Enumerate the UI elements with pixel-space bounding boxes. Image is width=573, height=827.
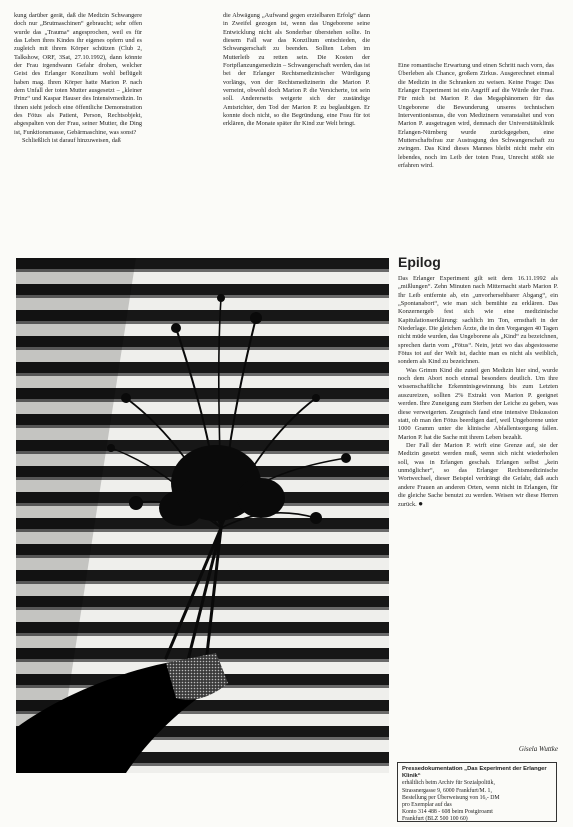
photo-flowers-in-hand [16,258,389,773]
info-box-line: erhältlich beim Archiv für Sozialpolitik, [402,780,495,787]
info-box-title: Pressedokumentation „Das Experiment der Erlanger Klinik“ [402,766,547,780]
info-box-line: Frankfurt (BLZ 500 100 60) [402,816,468,823]
info-box-line: Konto 314 488 - 608 beim Postgiroamt [402,809,493,816]
epilog-paragraph-1: Das Erlanger Experiment gilt seit dem 16.11.1992 als „mißlungen“. Zehn Minuten nach Mitternacht starb Marion P. Ihr Leib entfernte ab, ein „unvorhersehbarer Abgang“, ein „Spontanabort“, wie man sich bemühte zu erklären. Das Konzernergeb fest sich wie eine medizinische Kapitulationserklärung: sachlich im Ton, ernsthaft in der Niederlage. Die gleichen Ärzte, die in den Vorgangen 40 Tagen nicht müde wurden, das Ungeborene als „Kind“ zu bezeichnen, sprechen darin vom „Fötus“. Nein, jetzt wo das abgestossene Fötus tot auf der Welt ist, dachte man es nicht als weiblich, sondern als Kind zu bezeichnen. [398,275,558,366]
column1-paragraph-2: Schließlich ist darauf hinzuweisen, daß [22,137,121,145]
info-box-line: Strassnergasse 9, 6000 Frankfurt/M. 1, [402,787,492,794]
press-documentation-box [397,762,557,822]
epilog-paragraph-3 [398,442,558,510]
author-signature: Gisela Wuttke [518,745,558,753]
epilog-column [398,275,558,731]
column1-paragraph-1: kung darüber gerät, daß die Medizin Schwangere doch nur „Brutmaschinen“ gebraucht; sehr offen wurde das „Trauma“ angesprochen, weil es für das Leben ihres Kindes ihr eigenes opfern und es zugleich mit ihrem Körper schützen (Club 2, Talkshow, ORF, 3Sat, 27.10.1992), dann könnte der Frau irgendwann Gefahr drohen, welcher Geist des Erlanger Konzilium wohl beflügelt haben mag. Ihren Körper hatte Marion P. nach dem Unfall der toten Mutter ausgesetzt – „kleiner Prinz“ und Kaspar Hauser des Intensivmedizin. In ihnen sieht jedoch eine öffentliche Demonstration des Fötus als Patient, Person, Rechtsobjekt, abgespalten von der Frau, seiner Mutter, die Ding ist, Funktionsmasse, Gebärmaschine, was sonst? [14,12,142,136]
text-column-3 [398,62,554,242]
column2-paragraph-1: die Abwägung „Aufwand gegen erzielbaren Erfolg“ dann in Zweifel gezogen ist, wenn das Ungeborene seine Entwicklung nicht als Sonderbar überstehen sollte. In diesem Fall war das Konzilium entschieden, die Schwangerschaft zu beenden. Sollten Leben im Mutterleib zu retten sein. Die Kosten der Fortpflanzungsmedizin – Schwangerschaft werden, das ist bei der Erlanger Rechtsmedizinischer Würdigung vorlängs, von der Rechtsmedizinerin die Marion P. verneint, obwohl doch Marion P. die Versicherte, tot sein soll. Andererseits weigerte sich der zuständige Amtsrichter, den Tod der Marion P. zu beglaubigen. Er konnte doch nicht, so die Begründung, eine Frau für tot erklären, die Monate später ihr Kind zur Welt bringt. [223,12,370,128]
info-box-line: pro Exemplar auf das [402,802,452,809]
text-column-1 [14,12,142,262]
column3-paragraph-1: Eine romantische Erwartung und einen Schritt nach vorn, das Überleben als Chance, großem Zirkus. Ausgerechnet einmal die Medizin in die Schranken zu weisen. Keine Frage: Das Erlanger Experiment ist ein Angriff auf die Würde der Frau. Für mich ist Marion P. das Megaphänomen für das Ungeborene die Bewunderung unseres technischen Interventionismus, die von Medizinern veranstaltet und von Marion P. ausgetragen wird, demnach der Universitätsklinik Erlangen-Nürnberg wurde zurückgegeben, eine Mutterschaftsfrau zur Austragung des Schwangerschaft zu zwingen. Das Kind dieses Mannes bleibt nicht mehr ein lebendes, noch im Leib der toten Frau, Unrecht stößt sie erfahren wird. [398,62,554,170]
epilog-paragraph-2: Was Grimm Kind die zuteil gen Medizin hier sind, wurde noch dem Abort noch einmal besonders deutlich. Um ihre wissenschaftliche Erkenntnisgewinnung bis zum Letzten auszureizen, sollten 2% Extrakt von Marion P. geeignet werden. Ihre Zuneigung zum Sterben der Leiche zu geben, was diese verweigerten. Zeugnisch fand eine intensive Diskussion statt, ob man den Fötus beerdigen darf, weil Ungeborene unter 1000 Gramm unter die klinische Abfallentsorgung fallen. Marion P. hat die Sache mit ihrem Leben bezahlt. [398,366,558,441]
text-column-2 [223,12,370,262]
end-mark-icon: ● [418,499,424,509]
info-box-line: Bestellung per Überweisung von 16,- DM [402,794,500,801]
epilog-paragraph-3-text: Der Fall der Marion P. wirft eine Grenze auf, sie der Medizin gesetzt werden muß, wenn sich nicht wiederholen soll, was in Erlangen geschah. Erlangen selbst „kein unmöglicher“, so das Erlanger Rechtsmedizinische Wortwechsel, dieser Beispiel verdrängt die Gefahr, daß auch andere Frauen an anderen Orten, wenn nicht in Erlangen, für die gleiche Sache benutzt zu werden. Weisen wir diese Herren zurück. [398,441,558,509]
epilog-heading: Epilog [398,254,441,270]
